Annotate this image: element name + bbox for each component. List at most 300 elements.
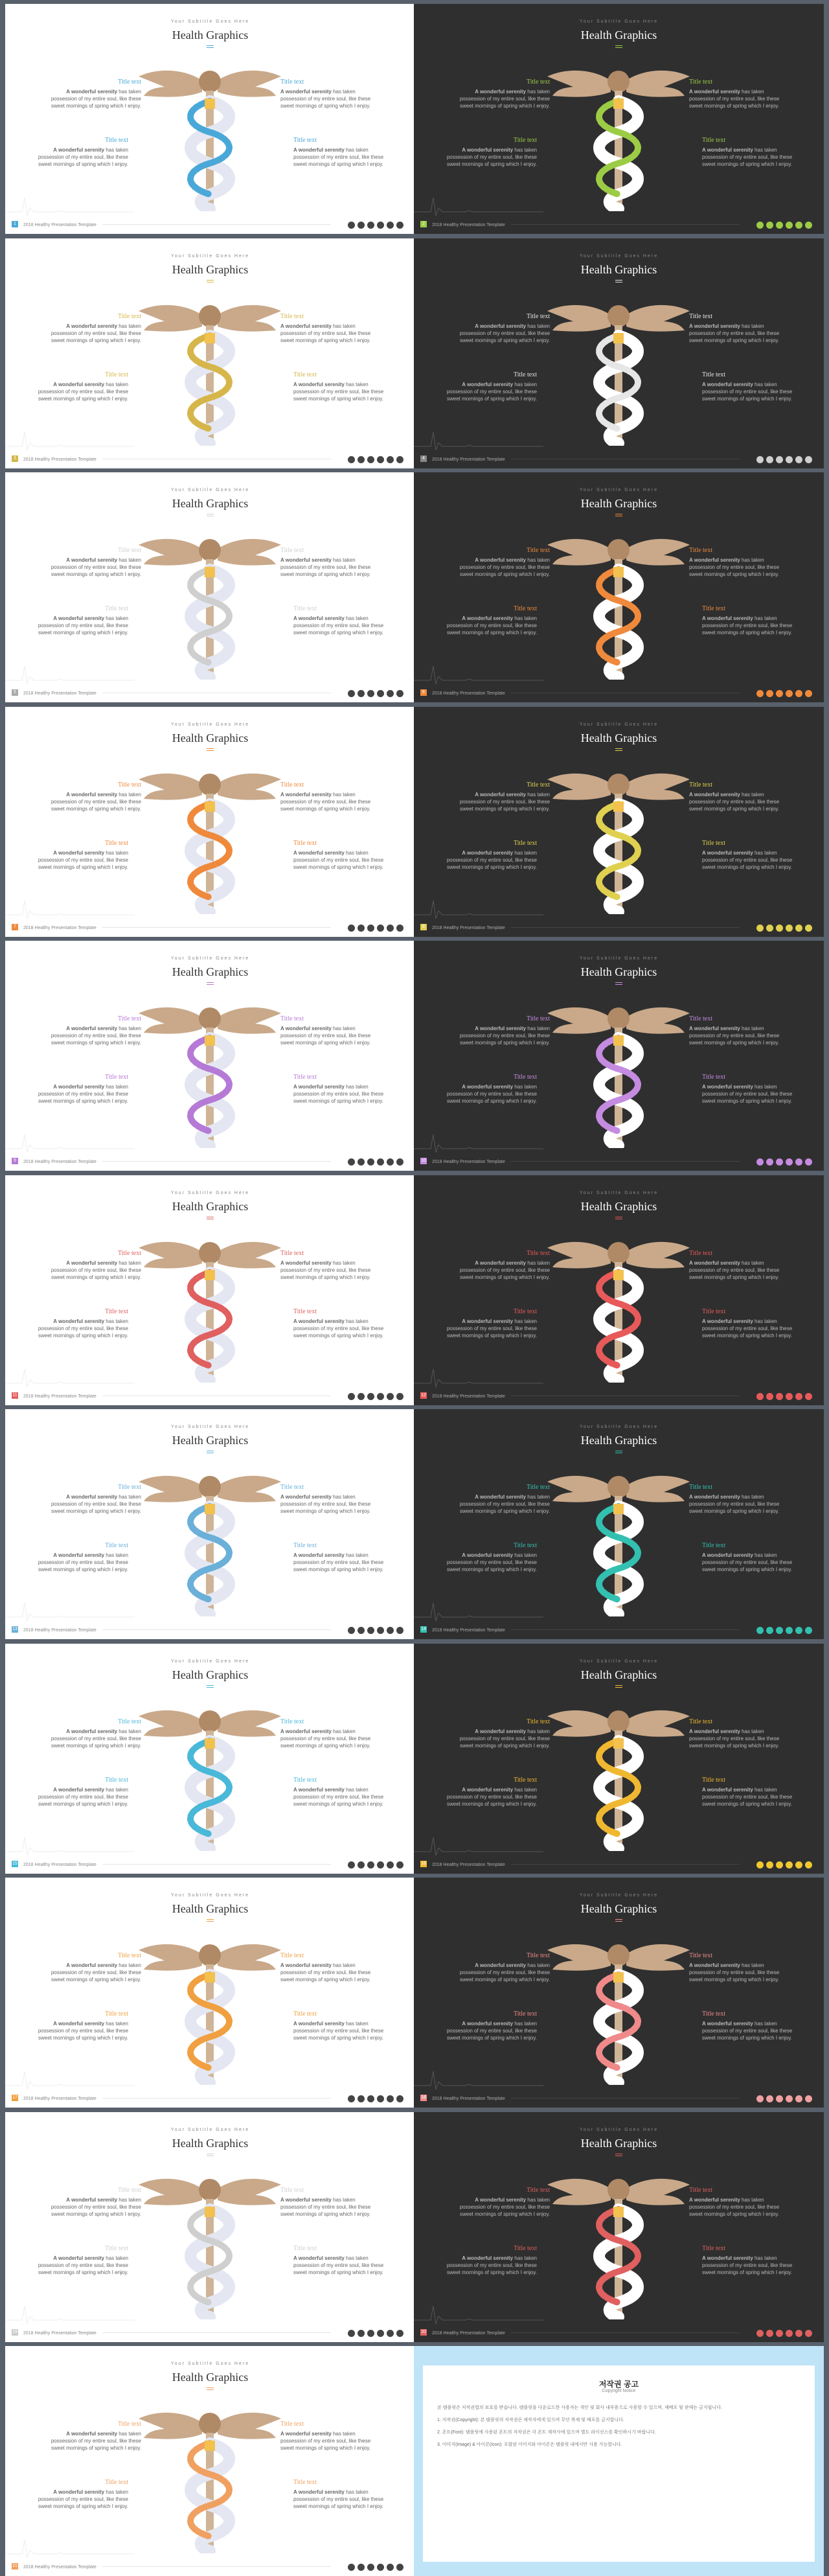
nav-dot[interactable] bbox=[348, 2330, 355, 2337]
nav-dot[interactable] bbox=[377, 1861, 384, 1869]
nav-dot[interactable] bbox=[387, 222, 394, 229]
nav-dot[interactable] bbox=[358, 222, 365, 229]
slide-number: 14 bbox=[421, 1627, 426, 1631]
nav-dot[interactable] bbox=[358, 925, 365, 932]
footer-text: 2018 Healthy Presentation Template bbox=[23, 925, 97, 930]
block-body: has taken possession of my entire soul, like these sweet mornings of spring which I enjoy. bbox=[689, 1728, 780, 1749]
nav-dot[interactable] bbox=[805, 1158, 812, 1166]
footer-text: 2018 Healthy Presentation Template bbox=[432, 1394, 505, 1399]
text-block-top-right bbox=[280, 1484, 378, 1515]
slide-thumbnail-16[interactable] bbox=[414, 1644, 824, 1874]
nav-dot[interactable] bbox=[766, 2330, 773, 2337]
slide-subtitle: Your Subtitle Goes Here bbox=[170, 253, 250, 259]
nav-dot[interactable] bbox=[348, 1861, 355, 1869]
text-block-bottom-left bbox=[31, 2479, 128, 2510]
nav-dot[interactable] bbox=[795, 1627, 802, 1634]
block-lead: A wonderful serenity bbox=[462, 1552, 514, 1558]
block-title: Title text bbox=[104, 137, 128, 144]
block-lead: A wonderful serenity bbox=[66, 2431, 118, 2437]
block-body: has taken possession of my entire soul, like these sweet mornings of spring which I enjoy. bbox=[38, 1318, 128, 1339]
nav-dot[interactable] bbox=[795, 925, 802, 932]
nav-dot[interactable] bbox=[387, 1393, 394, 1400]
slide-footer bbox=[414, 2092, 824, 2108]
nav-dot[interactable] bbox=[377, 2095, 384, 2102]
nav-dot[interactable] bbox=[756, 925, 764, 932]
text-block-bottom-right bbox=[702, 137, 799, 168]
nav-dot[interactable] bbox=[766, 925, 773, 932]
slide-number: 3 bbox=[12, 455, 18, 462]
slide-subtitle: Your Subtitle Goes Here bbox=[579, 2127, 659, 2132]
copyright-slide[interactable] bbox=[414, 2346, 824, 2576]
footer-line bbox=[102, 1864, 331, 1865]
nav-dot[interactable] bbox=[387, 2564, 394, 2571]
nav-dot[interactable] bbox=[756, 1861, 764, 1869]
nav-dot[interactable] bbox=[396, 222, 403, 229]
block-title: Title text bbox=[280, 78, 304, 86]
slide-thumbnail-7[interactable] bbox=[5, 707, 415, 937]
block-title: Title text bbox=[280, 547, 304, 554]
slide-thumbnail-20[interactable] bbox=[414, 2112, 824, 2342]
nav-dot[interactable] bbox=[367, 222, 374, 229]
footer-text: 2018 Healthy Presentation Template bbox=[23, 2330, 97, 2336]
block-lead: A wonderful serenity bbox=[462, 2021, 514, 2027]
pulse-line-decoration bbox=[5, 2066, 135, 2092]
nav-dot[interactable] bbox=[756, 1627, 764, 1634]
nav-dots bbox=[348, 2564, 403, 2571]
block-lead: A wonderful serenity bbox=[53, 1786, 105, 1793]
title-divider bbox=[207, 1685, 214, 1688]
block-text bbox=[280, 557, 378, 578]
block-text bbox=[440, 2020, 537, 2041]
text-block-top-left bbox=[453, 78, 550, 109]
text-block-bottom-left bbox=[440, 371, 537, 402]
nav-dot[interactable] bbox=[358, 1158, 365, 1166]
slide-subtitle: Your Subtitle Goes Here bbox=[579, 253, 659, 259]
slide-footer bbox=[414, 1155, 824, 1171]
nav-dot[interactable] bbox=[358, 456, 365, 463]
nav-dot[interactable] bbox=[396, 1158, 403, 1166]
nav-dot[interactable] bbox=[766, 1861, 773, 1869]
nav-dot[interactable] bbox=[795, 1393, 802, 1400]
nav-dot[interactable] bbox=[795, 456, 802, 463]
slide-thumbnail-9[interactable] bbox=[5, 941, 415, 1171]
caduceus-icon bbox=[139, 2170, 281, 2319]
slide-title: Health Graphics bbox=[580, 262, 657, 276]
copyright-subtitle: Copyright Notice bbox=[602, 2389, 636, 2393]
block-title: Title text bbox=[702, 137, 726, 144]
nav-dot[interactable] bbox=[358, 1393, 365, 1400]
slide-thumbnail-13[interactable] bbox=[5, 1409, 415, 1639]
nav-dot[interactable] bbox=[776, 456, 783, 463]
slide-thumbnail-8[interactable] bbox=[414, 707, 824, 937]
nav-dot[interactable] bbox=[377, 690, 384, 697]
block-title: Title text bbox=[689, 78, 713, 86]
text-block-bottom-left bbox=[31, 605, 128, 636]
nav-dot[interactable] bbox=[396, 1627, 403, 1634]
slide-thumbnail-2[interactable] bbox=[414, 4, 824, 234]
nav-dot[interactable] bbox=[756, 222, 764, 229]
nav-dot[interactable] bbox=[387, 456, 394, 463]
text-block-bottom-left bbox=[440, 1074, 537, 1105]
nav-dot[interactable] bbox=[805, 222, 812, 229]
nav-dots bbox=[756, 222, 812, 229]
block-lead: A wonderful serenity bbox=[293, 1084, 345, 1090]
block-title: Title text bbox=[702, 1776, 726, 1784]
nav-dot[interactable] bbox=[756, 2095, 764, 2102]
nav-dot[interactable] bbox=[786, 1861, 793, 1869]
nav-dot[interactable] bbox=[358, 2330, 365, 2337]
block-lead: A wonderful serenity bbox=[293, 147, 345, 153]
block-text bbox=[280, 1962, 378, 1983]
nav-dot[interactable] bbox=[358, 1627, 365, 1634]
block-text bbox=[280, 1728, 378, 1749]
nav-dot[interactable] bbox=[805, 1393, 812, 1400]
block-text bbox=[453, 557, 550, 578]
block-title: Title text bbox=[513, 371, 537, 378]
text-block-bottom-right bbox=[702, 371, 799, 402]
block-lead: A wonderful serenity bbox=[475, 791, 527, 798]
nav-dot[interactable] bbox=[786, 456, 793, 463]
block-lead: A wonderful serenity bbox=[293, 849, 345, 856]
footer-text: 2018 Healthy Presentation Template bbox=[432, 2097, 505, 2101]
nav-dot[interactable] bbox=[396, 1393, 403, 1400]
nav-dot[interactable] bbox=[786, 222, 793, 229]
block-text bbox=[31, 146, 128, 168]
copyright-title: 저작권 공고 bbox=[598, 2380, 639, 2389]
pulse-line-decoration bbox=[5, 1832, 135, 1858]
block-lead: A wonderful serenity bbox=[293, 1786, 345, 1793]
nav-dot[interactable] bbox=[795, 222, 802, 229]
text-block-top-right bbox=[280, 78, 378, 109]
footer-line bbox=[102, 927, 331, 928]
slide-title: Health Graphics bbox=[580, 2136, 657, 2150]
block-text bbox=[31, 615, 128, 636]
block-text bbox=[702, 1786, 799, 1808]
block-title: Title text bbox=[526, 547, 550, 554]
block-text bbox=[293, 146, 391, 168]
nav-dot[interactable] bbox=[795, 1158, 802, 1166]
nav-dot[interactable] bbox=[367, 2564, 374, 2571]
block-text bbox=[280, 88, 378, 109]
block-lead: A wonderful serenity bbox=[293, 2021, 345, 2027]
nav-dot[interactable] bbox=[377, 222, 384, 229]
nav-dot[interactable] bbox=[786, 1158, 793, 1166]
slide-thumbnail-14[interactable] bbox=[414, 1409, 824, 1639]
slide-footer bbox=[5, 218, 415, 234]
nav-dot[interactable] bbox=[348, 2564, 355, 2571]
block-lead: A wonderful serenity bbox=[689, 791, 740, 798]
block-title: Title text bbox=[117, 312, 141, 320]
block-lead: A wonderful serenity bbox=[689, 1962, 740, 1968]
nav-dot[interactable] bbox=[805, 456, 812, 463]
nav-dot[interactable] bbox=[786, 1393, 793, 1400]
slide-thumbnail-19[interactable] bbox=[5, 2112, 415, 2342]
block-text bbox=[44, 1962, 141, 1983]
nav-dot[interactable] bbox=[377, 925, 384, 932]
block-lead: A wonderful serenity bbox=[702, 1552, 753, 1558]
block-body: has taken possession of my entire soul, like these sweet mornings of spring which I enjoy. bbox=[293, 1786, 384, 1807]
nav-dot[interactable] bbox=[786, 2330, 793, 2337]
block-lead: A wonderful serenity bbox=[462, 1318, 514, 1324]
title-divider bbox=[207, 280, 214, 282]
nav-dot[interactable] bbox=[756, 690, 764, 697]
block-lead: A wonderful serenity bbox=[475, 89, 527, 95]
block-body: has taken possession of my entire soul, like these sweet mornings of spring which I enjoy. bbox=[51, 557, 141, 577]
nav-dot[interactable] bbox=[776, 925, 783, 932]
nav-dot[interactable] bbox=[786, 2095, 793, 2102]
text-block-top-right bbox=[689, 78, 786, 109]
nav-dot[interactable] bbox=[766, 1158, 773, 1166]
slide-footer bbox=[5, 1155, 415, 1171]
nav-dot[interactable] bbox=[377, 1393, 384, 1400]
slide-thumbnail-4[interactable] bbox=[414, 238, 824, 468]
block-body: has taken possession of my entire soul, like these sweet mornings of spring which I enjoy. bbox=[38, 147, 128, 167]
nav-dot[interactable] bbox=[367, 1158, 374, 1166]
block-text bbox=[44, 88, 141, 109]
slide-number: 12 bbox=[421, 1392, 426, 1397]
block-title: Title text bbox=[513, 1776, 537, 1784]
block-lead: A wonderful serenity bbox=[280, 2196, 332, 2203]
nav-dot[interactable] bbox=[756, 456, 764, 463]
nav-dot[interactable] bbox=[776, 1393, 783, 1400]
block-lead: A wonderful serenity bbox=[702, 1318, 753, 1324]
text-block-bottom-left bbox=[440, 1777, 537, 1808]
nav-dot[interactable] bbox=[805, 690, 812, 697]
nav-dot[interactable] bbox=[348, 925, 355, 932]
nav-dot[interactable] bbox=[795, 1861, 802, 1869]
text-block-bottom-left bbox=[31, 2010, 128, 2041]
slide-footer bbox=[5, 2560, 415, 2576]
slide-number: 13 bbox=[12, 1627, 17, 1631]
footer-line bbox=[102, 2098, 331, 2099]
block-lead: A wonderful serenity bbox=[702, 615, 753, 621]
title-divider bbox=[207, 2154, 214, 2156]
block-text bbox=[453, 2196, 550, 2218]
nav-dot[interactable] bbox=[367, 456, 374, 463]
nav-dot[interactable] bbox=[776, 222, 783, 229]
nav-dot[interactable] bbox=[756, 1158, 764, 1166]
nav-dot[interactable] bbox=[367, 925, 374, 932]
nav-dot[interactable] bbox=[377, 2330, 384, 2337]
slide-thumbnail-3[interactable] bbox=[5, 238, 415, 468]
text-block-bottom-left bbox=[31, 1542, 128, 1573]
nav-dot[interactable] bbox=[348, 690, 355, 697]
block-text bbox=[293, 1552, 391, 1573]
block-lead: A wonderful serenity bbox=[689, 323, 740, 329]
block-body: has taken possession of my entire soul, like these sweet mornings of spring which I enjoy. bbox=[38, 1552, 128, 1572]
nav-dot[interactable] bbox=[805, 2330, 812, 2337]
nav-dot[interactable] bbox=[786, 925, 793, 932]
footer-text: 2018 Healthy Presentation Template bbox=[23, 457, 97, 462]
slide-subtitle: Your Subtitle Goes Here bbox=[579, 1659, 659, 1664]
nav-dot[interactable] bbox=[358, 690, 365, 697]
text-block-top-right bbox=[280, 2187, 378, 2218]
nav-dot[interactable] bbox=[377, 2564, 384, 2571]
nav-dot[interactable] bbox=[387, 2095, 394, 2102]
pulse-line-decoration bbox=[414, 895, 543, 921]
nav-dot[interactable] bbox=[358, 1861, 365, 1869]
nav-dot[interactable] bbox=[766, 1627, 773, 1634]
slide-number: 16 bbox=[421, 1861, 426, 1866]
slide-thumbnail-21[interactable] bbox=[5, 2346, 415, 2576]
nav-dot[interactable] bbox=[377, 1158, 384, 1166]
slide-title: Health Graphics bbox=[580, 497, 657, 510]
nav-dot[interactable] bbox=[756, 1393, 764, 1400]
nav-dot[interactable] bbox=[367, 2095, 374, 2102]
block-title: Title text bbox=[702, 2244, 726, 2252]
nav-dot[interactable] bbox=[776, 690, 783, 697]
slide-number: 11 bbox=[12, 1392, 17, 1397]
block-body: has taken possession of my entire soul, like these sweet mornings of spring which I enjoy. bbox=[702, 1318, 793, 1339]
block-title: Title text bbox=[702, 1307, 726, 1315]
nav-dot[interactable] bbox=[358, 2564, 365, 2571]
nav-dot[interactable] bbox=[348, 222, 355, 229]
text-block-bottom-left bbox=[31, 1308, 128, 1339]
slide-subtitle: Your Subtitle Goes Here bbox=[170, 1190, 250, 1195]
slide-thumbnail-15[interactable] bbox=[5, 1644, 415, 1874]
nav-dot[interactable] bbox=[396, 690, 403, 697]
nav-dot[interactable] bbox=[766, 1393, 773, 1400]
nav-dot[interactable] bbox=[795, 690, 802, 697]
nav-dots bbox=[348, 1627, 403, 1634]
nav-dot[interactable] bbox=[805, 2095, 812, 2102]
copyright-paragraph: 2. 폰트(Font): 템플릿에 사용된 폰트의 저작권은 각 폰트 제작사에 있으며 별도 라이선스를 확인하시기 바랍니다. bbox=[437, 2430, 656, 2435]
block-text bbox=[293, 1083, 391, 1105]
text-block-top-left bbox=[44, 1015, 141, 1046]
block-text bbox=[44, 1728, 141, 1749]
pulse-line-decoration bbox=[414, 661, 543, 687]
nav-dot[interactable] bbox=[387, 1627, 394, 1634]
nav-dot[interactable] bbox=[805, 925, 812, 932]
block-body: has taken possession of my entire soul, like these sweet mornings of spring which I enjoy. bbox=[293, 147, 384, 167]
nav-dot[interactable] bbox=[766, 222, 773, 229]
nav-dot[interactable] bbox=[786, 690, 793, 697]
block-body: has taken possession of my entire soul, like these sweet mornings of spring which I enjoy. bbox=[459, 323, 550, 343]
nav-dot[interactable] bbox=[795, 2330, 802, 2337]
nav-dot[interactable] bbox=[377, 456, 384, 463]
slide-thumbnail-5[interactable] bbox=[5, 472, 415, 702]
nav-dot[interactable] bbox=[387, 690, 394, 697]
nav-dot[interactable] bbox=[348, 456, 355, 463]
nav-dot[interactable] bbox=[387, 925, 394, 932]
nav-dot[interactable] bbox=[776, 1627, 783, 1634]
slide-thumbnail-17[interactable] bbox=[5, 1878, 415, 2108]
caduceus-icon bbox=[547, 999, 690, 1148]
slide-thumbnail-12[interactable] bbox=[414, 1175, 824, 1405]
nav-dot[interactable] bbox=[387, 1158, 394, 1166]
nav-dot[interactable] bbox=[387, 2330, 394, 2337]
block-body: has taken possession of my entire soul, like these sweet mornings of spring which I enjoy. bbox=[293, 615, 384, 636]
nav-dot[interactable] bbox=[766, 2095, 773, 2102]
nav-dot[interactable] bbox=[776, 2095, 783, 2102]
nav-dot[interactable] bbox=[786, 1627, 793, 1634]
block-title: Title text bbox=[104, 1542, 128, 1549]
block-title: Title text bbox=[293, 605, 317, 612]
block-lead: A wonderful serenity bbox=[66, 1259, 118, 1266]
block-title: Title text bbox=[117, 78, 141, 86]
block-lead: A wonderful serenity bbox=[53, 2489, 105, 2495]
block-body: has taken possession of my entire soul, like these sweet mornings of spring which I enjoy. bbox=[38, 2021, 128, 2041]
block-lead: A wonderful serenity bbox=[702, 1084, 753, 1090]
slide-title: Health Graphics bbox=[172, 1199, 249, 1213]
block-text bbox=[280, 1493, 378, 1515]
nav-dot[interactable] bbox=[367, 690, 374, 697]
footer-line bbox=[511, 1864, 740, 1865]
block-title: Title text bbox=[513, 1542, 537, 1549]
nav-dot[interactable] bbox=[348, 1393, 355, 1400]
nav-dot[interactable] bbox=[387, 1861, 394, 1869]
nav-dot[interactable] bbox=[367, 2330, 374, 2337]
nav-dot[interactable] bbox=[377, 1627, 384, 1634]
nav-dot[interactable] bbox=[776, 2330, 783, 2337]
block-title: Title text bbox=[513, 839, 537, 847]
nav-dot[interactable] bbox=[766, 456, 773, 463]
block-title: Title text bbox=[689, 1015, 713, 1022]
block-title: Title text bbox=[104, 1074, 128, 1081]
nav-dot[interactable] bbox=[396, 456, 403, 463]
nav-dot[interactable] bbox=[776, 1861, 783, 1869]
block-lead: A wonderful serenity bbox=[66, 1026, 118, 1031]
nav-dot[interactable] bbox=[348, 2095, 355, 2102]
nav-dot[interactable] bbox=[396, 2564, 403, 2571]
block-text bbox=[702, 849, 799, 871]
block-body: has taken possession of my entire soul, like these sweet mornings of spring which I enjoy. bbox=[689, 1026, 780, 1046]
nav-dot[interactable] bbox=[367, 1393, 374, 1400]
text-block-top-left bbox=[44, 78, 141, 109]
nav-dot[interactable] bbox=[367, 1627, 374, 1634]
nav-dot[interactable] bbox=[396, 2095, 403, 2102]
nav-dot[interactable] bbox=[348, 1158, 355, 1166]
slide-subtitle: Your Subtitle Goes Here bbox=[579, 1425, 659, 1429]
nav-dot[interactable] bbox=[396, 2330, 403, 2337]
nav-dot[interactable] bbox=[358, 2095, 365, 2102]
nav-dot[interactable] bbox=[795, 2095, 802, 2102]
slide-subtitle: Your Subtitle Goes Here bbox=[579, 1190, 659, 1195]
footer-line bbox=[511, 224, 740, 225]
nav-dot[interactable] bbox=[367, 1861, 374, 1869]
nav-dot[interactable] bbox=[776, 1158, 783, 1166]
nav-dot[interactable] bbox=[396, 1861, 403, 1869]
nav-dot[interactable] bbox=[805, 1627, 812, 1634]
nav-dots bbox=[756, 1627, 812, 1634]
nav-dot[interactable] bbox=[396, 925, 403, 932]
text-block-top-left bbox=[44, 781, 141, 812]
text-block-bottom-left bbox=[31, 2245, 128, 2276]
slide-thumbnail-18[interactable] bbox=[414, 1878, 824, 2108]
block-body: has taken possession of my entire soul, like these sweet mornings of spring which I enjoy. bbox=[459, 1026, 550, 1046]
nav-dot[interactable] bbox=[756, 2330, 764, 2337]
nav-dot[interactable] bbox=[348, 1627, 355, 1634]
title-divider bbox=[615, 1919, 622, 1922]
block-lead: A wonderful serenity bbox=[462, 2255, 514, 2261]
block-body: has taken possession of my entire soul, like these sweet mornings of spring which I enjoy. bbox=[38, 1084, 128, 1104]
text-block-bottom-left bbox=[31, 840, 128, 871]
slide-thumbnail-1[interactable] bbox=[5, 4, 415, 234]
slide-thumbnail-6[interactable] bbox=[414, 472, 824, 702]
footer-line bbox=[102, 1161, 331, 1162]
block-body: has taken possession of my entire soul, like these sweet mornings of spring which I enjoy. bbox=[38, 615, 128, 636]
slide-thumbnail-11[interactable] bbox=[5, 1175, 415, 1405]
block-body: has taken possession of my entire soul, like these sweet mornings of spring which I enjoy. bbox=[280, 1728, 371, 1749]
nav-dot[interactable] bbox=[805, 1861, 812, 1869]
pulse-line-decoration bbox=[414, 192, 543, 218]
nav-dot[interactable] bbox=[766, 690, 773, 697]
block-body: has taken possession of my entire soul, like these sweet mornings of spring which I enjoy. bbox=[702, 1084, 793, 1104]
block-lead: A wonderful serenity bbox=[689, 2196, 740, 2203]
footer-text: 2018 Healthy Presentation Template bbox=[432, 691, 505, 696]
slide-thumbnail-10[interactable] bbox=[414, 941, 824, 1171]
block-lead: A wonderful serenity bbox=[702, 381, 753, 387]
